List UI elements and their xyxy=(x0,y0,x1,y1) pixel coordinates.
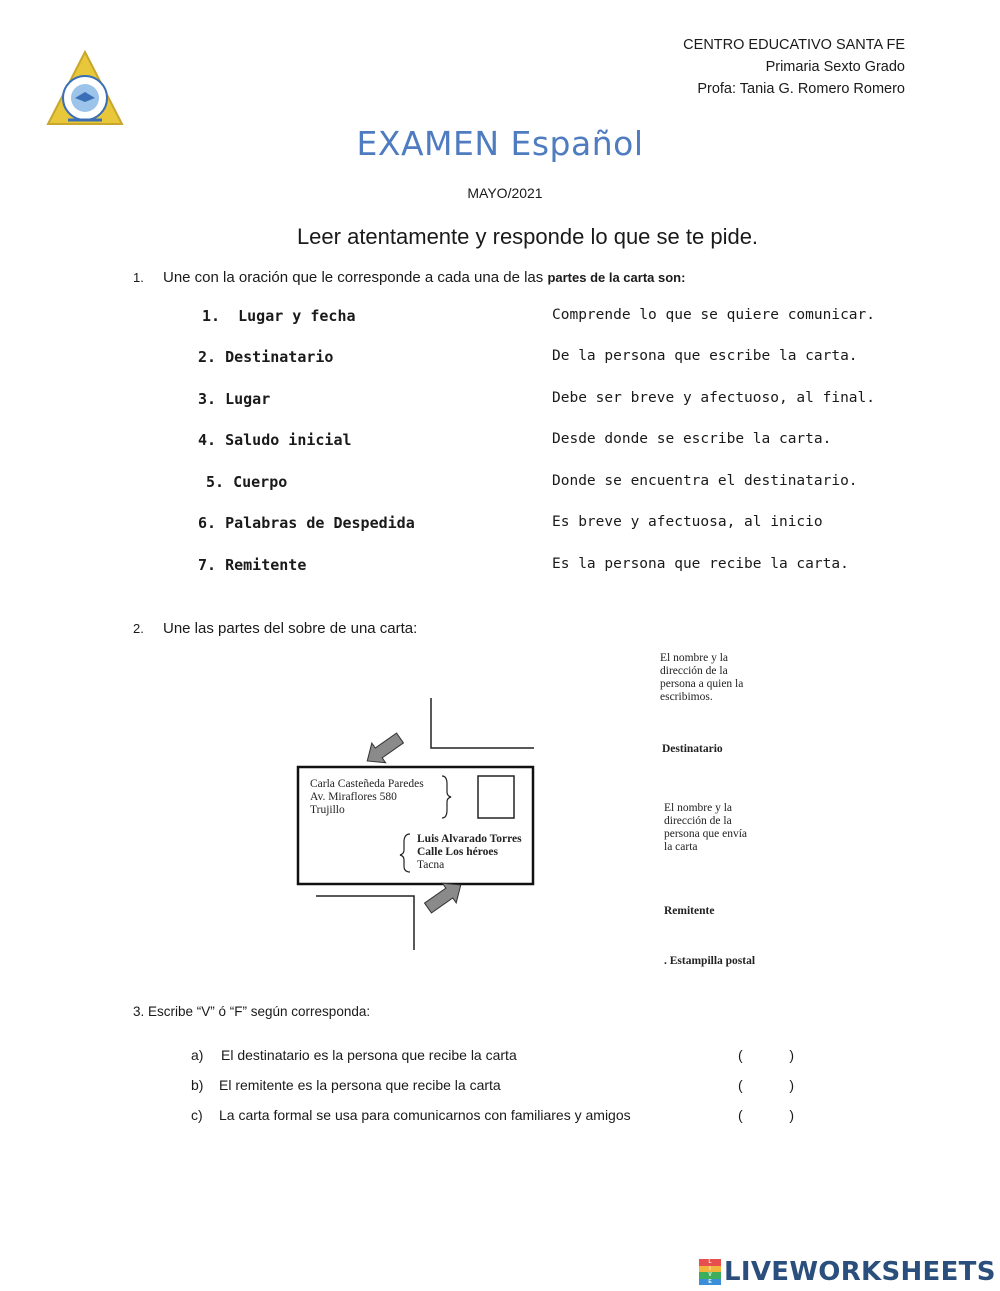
badge-letter-e: E xyxy=(699,1279,721,1286)
label-remitente: Remitente xyxy=(664,905,715,917)
recipient-line-3: Trujillo xyxy=(310,804,345,816)
definition-1: Comprende lo que se quiere comunicar. xyxy=(552,307,876,323)
letter-part-2: 2. Destinatario xyxy=(198,348,334,366)
question-1-text: Une con la oración que le corresponde a cada una de las xyxy=(163,269,544,286)
exam-title: EXAMEN Español xyxy=(356,124,644,163)
sender-address xyxy=(417,833,522,872)
school-logo xyxy=(46,50,124,128)
school-info xyxy=(683,34,905,100)
label-destinatario: Destinatario xyxy=(662,743,723,755)
question-3: 3. Escribe “V” ó “F” según corresponda: xyxy=(133,1004,371,1019)
sender-line-2: Calle Los héroes xyxy=(417,846,498,858)
letter-part-7: 7. Remitente xyxy=(198,556,307,574)
definition-5: Donde se encuentra el destinatario. xyxy=(552,473,858,489)
sender-line-1: Luis Alvarado Torres xyxy=(417,833,522,845)
question-2-number: 2. xyxy=(133,621,144,636)
sender-line-3: Tacna xyxy=(417,859,445,871)
vf-item-a-letter: a) xyxy=(191,1047,204,1063)
teacher-name: Profa: Tania G. Romero Romero xyxy=(697,81,905,97)
exam-date: MAYO/2021 xyxy=(467,185,543,201)
letter-part-4: 4. Saludo inicial xyxy=(198,431,352,449)
definition-6: Es breve y afectuosa, al inicio xyxy=(552,514,823,530)
recipient-line-1: Carla Casteñeda Paredes xyxy=(310,778,424,790)
definition-2: De la persona que escribe la carta. xyxy=(552,348,858,364)
badge-letter-l: L xyxy=(699,1259,721,1266)
vf-item-c xyxy=(191,1107,631,1123)
definition-7: Es la persona que recibe la carta. xyxy=(552,556,849,572)
recipient-address xyxy=(310,778,424,817)
envelope-diagram xyxy=(296,696,546,952)
badge-letter-v: V xyxy=(699,1272,721,1279)
label-estampilla: . Estampilla postal xyxy=(664,955,756,967)
letter-part-1: 1. Lugar y fecha xyxy=(202,307,356,325)
question-1-emphasis: partes de la carta son: xyxy=(547,270,686,285)
vf-item-a xyxy=(191,1047,517,1063)
answer-box-b[interactable]: ( ) xyxy=(738,1077,794,1093)
question-1-number: 1. xyxy=(133,270,144,285)
question-1 xyxy=(133,269,685,286)
question-2-text: Une las partes del sobre de una carta: xyxy=(163,620,418,637)
answer-box-a[interactable]: ( ) xyxy=(738,1047,794,1063)
instructions: Leer atentamente y responde lo que se te pide. xyxy=(296,224,759,249)
badge-letter-i: I xyxy=(699,1266,721,1273)
liveworksheets-logo xyxy=(699,1257,996,1287)
definition-3: Debe ser breve y afectuoso, al final. xyxy=(552,390,876,406)
school-level: Primaria Sexto Grado xyxy=(765,59,905,75)
definition-4: Desde donde se escribe la carta. xyxy=(552,431,832,447)
label-sender-description: El nombre y la dirección de la persona que envía la carta xyxy=(664,802,748,853)
recipient-line-2: Av. Miraflores 580 xyxy=(310,791,397,803)
letter-part-5: 5. Cuerpo xyxy=(206,473,288,491)
vf-item-c-letter: c) xyxy=(191,1107,203,1123)
letter-part-6: 6. Palabras de Despedida xyxy=(198,514,415,532)
vf-item-b-text: El remitente es la persona que recibe la carta xyxy=(219,1077,501,1093)
envelope-drawing xyxy=(296,696,546,952)
letter-part-3: 3. Lugar xyxy=(198,390,271,408)
brand-badge xyxy=(699,1259,721,1285)
vf-item-a-text: El destinatario es la persona que recibe la carta xyxy=(221,1047,517,1063)
brand-name: LIVEWORKSHEETS xyxy=(724,1257,996,1287)
vf-item-c-text: La carta formal se usa para comunicarnos con familiares y amigos xyxy=(219,1107,631,1123)
vf-item-b-letter: b) xyxy=(191,1077,204,1093)
question-2 xyxy=(133,620,417,637)
answer-box-c[interactable]: ( ) xyxy=(738,1107,794,1123)
vf-item-b xyxy=(191,1077,501,1093)
school-name: CENTRO EDUCATIVO SANTA FE xyxy=(683,37,905,53)
label-recipient-description: El nombre y la dirección de la persona a quien la escribimos. xyxy=(660,652,744,703)
